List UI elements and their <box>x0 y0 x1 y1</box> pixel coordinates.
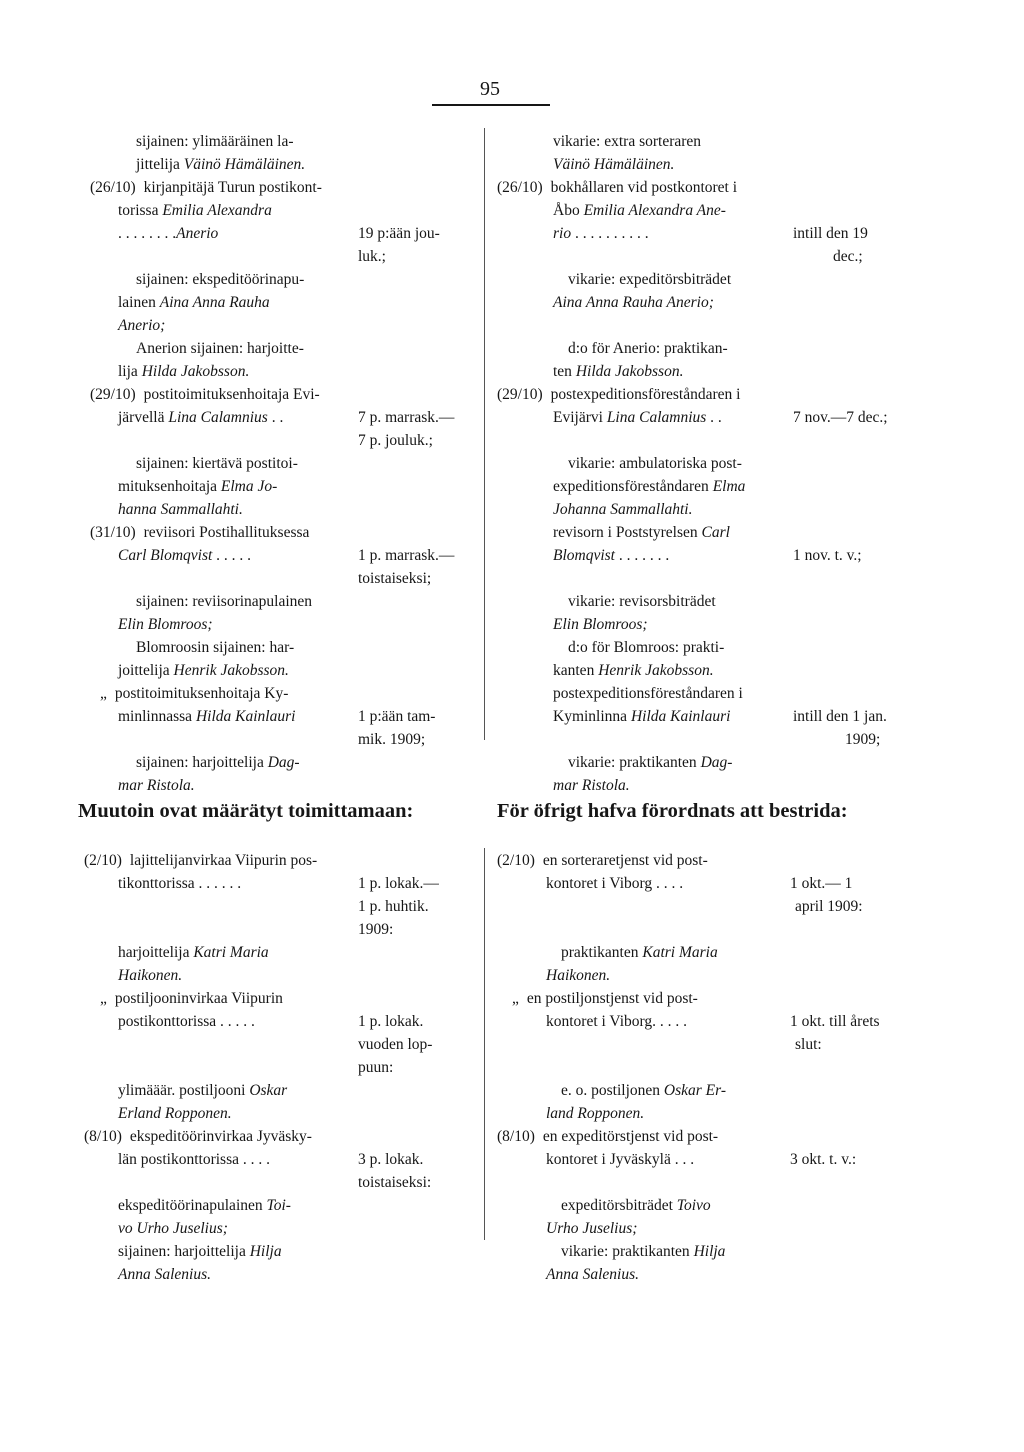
bottom-right-line <box>497 1128 718 1146</box>
line-text: 1909: <box>358 921 394 938</box>
line-text: vikarie: extra sorteraren <box>553 133 702 150</box>
line-italic-name: Hilda Kainlauri <box>195 708 296 725</box>
line-text: postikonttorissa . . . . . <box>118 1013 255 1030</box>
line-italic-name: Carl <box>701 524 730 541</box>
top-left-line <box>118 225 218 243</box>
line-text: vikarie: praktikanten <box>561 1243 694 1260</box>
line-text: postexpeditionsföreståndaren i <box>550 386 741 403</box>
top-right-line <box>568 340 728 358</box>
top-right-line <box>497 179 737 197</box>
line-text: postexpeditionsföreståndaren i <box>553 685 743 702</box>
top-right-line <box>568 639 724 657</box>
line-italic-name: Väinö Hämäläinen. <box>183 156 306 173</box>
line-italic-name: Väinö Hämäläinen. <box>553 156 675 173</box>
line-leader: . . . . . . . . . . <box>571 225 649 242</box>
bottom-left-dates-line <box>358 898 429 916</box>
line-text: slut: <box>795 1036 822 1053</box>
line-italic-name: Erland Ropponen. <box>118 1105 232 1122</box>
line-text: ylimääär. postiljooni <box>118 1082 250 1099</box>
top-left-line <box>118 708 295 726</box>
date-reference: (8/10) <box>84 1128 122 1145</box>
line-italic-name: Oskar Er- <box>663 1082 727 1099</box>
line-text: reviisori Postihallituksessa <box>143 524 310 541</box>
bottom-left-line <box>84 852 317 870</box>
line-text: en expeditörstjenst vid post- <box>542 1128 719 1145</box>
line-text: intill den 1 jan. <box>793 708 887 725</box>
heading-swedish: För öfrigt hafva förordnats att bestrida: <box>497 800 848 822</box>
line-text: sijainen: harjoittelija <box>136 754 268 771</box>
line-italic-name: Elin Blomroos; <box>553 616 648 633</box>
line-text: postitoimituksenhoitaja Evi- <box>143 386 320 403</box>
top-left-dates-line <box>358 570 431 588</box>
bottom-right-line <box>561 1243 725 1261</box>
line-text: mituksenhoitaja <box>118 478 221 495</box>
top-right-dates-line <box>793 225 868 243</box>
date-reference: „ <box>512 990 519 1007</box>
line-text: harjoittelija <box>118 944 194 961</box>
date-reference: „ <box>100 685 107 702</box>
top-left-line <box>136 133 294 151</box>
line-italic-name: Blomqvist <box>553 547 615 564</box>
top-right-line <box>553 202 726 220</box>
bottom-left-line <box>100 990 283 1008</box>
top-left-dates-line <box>358 547 454 565</box>
line-text: april 1909: <box>795 898 863 915</box>
bottom-left-line <box>118 1151 270 1169</box>
line-text: e. o. postiljonen <box>561 1082 664 1099</box>
top-right-line <box>553 662 714 680</box>
line-text: bokhållaren vid postkontoret i <box>550 179 738 196</box>
line-text: jittelija <box>136 156 184 173</box>
top-left-line <box>90 386 320 404</box>
line-text: sijainen: ekspeditöörinapu- <box>136 271 305 288</box>
line-text: 1 p:ään tam- <box>358 708 436 725</box>
top-right-line <box>553 524 730 542</box>
top-right-line <box>497 386 740 404</box>
line-text: 1 p. lokak. <box>358 1013 424 1030</box>
line-text: tikonttorissa . . . . . . <box>118 875 242 892</box>
line-italic-name: Anna Salenius. <box>118 1266 211 1283</box>
top-right-line <box>568 271 731 289</box>
line-text: lainen <box>118 294 160 311</box>
top-right-line <box>568 754 732 772</box>
date-reference: (2/10) <box>84 852 122 869</box>
bottom-right-dates-line <box>790 1013 880 1031</box>
line-italic-name: Henrik Jakobsson. <box>598 662 714 679</box>
line-text: 7 p. marrask.— <box>358 409 455 426</box>
top-right-dates-line <box>793 547 862 565</box>
bottom-right-dates-line <box>795 898 863 916</box>
line-text: 7 p. jouluk.; <box>358 432 433 449</box>
line-text: torissa <box>118 202 163 219</box>
date-reference: (29/10) <box>90 386 136 403</box>
line-text: län postikonttorissa . . . . <box>118 1151 270 1168</box>
line-text: 19 p:ään jou- <box>358 225 440 242</box>
top-left-line <box>118 501 243 519</box>
bottom-left-line <box>118 1266 211 1284</box>
top-right-line <box>553 409 722 427</box>
line-italic-name: Haikonen. <box>118 967 183 984</box>
line-text: 1909; <box>845 731 881 748</box>
line-italic-name: mar Ristola. <box>118 777 195 794</box>
line-italic-name: Dag- <box>700 754 733 771</box>
top-left-line <box>136 271 304 289</box>
line-text: expeditionsföreståndaren <box>553 478 713 495</box>
bottom-right-line <box>546 1151 694 1169</box>
bottom-right-line <box>546 875 683 893</box>
line-text: mik. 1909; <box>358 731 426 748</box>
line-italic-name: Lina Calamnius <box>606 409 707 426</box>
line-text: Anerion sijainen: harjoitte- <box>136 340 304 357</box>
top-left-line <box>136 754 300 772</box>
top-right-line <box>553 708 730 726</box>
line-text: postitoimituksenhoitaja Ky- <box>114 685 289 702</box>
line-italic-name: Anerio <box>176 225 219 242</box>
line-text: en sorteraretjenst vid post- <box>542 852 708 869</box>
line-italic-name: Henrik Jakobsson. <box>173 662 289 679</box>
top-left-line <box>136 340 304 358</box>
line-italic-name: vo Urho Juselius; <box>118 1220 228 1237</box>
top-right-line <box>553 616 648 634</box>
page-number-rule <box>432 104 550 106</box>
line-text: toistaiseksi: <box>358 1174 432 1191</box>
line-text: praktikanten <box>561 944 643 961</box>
line-italic-name: Hilja <box>693 1243 726 1260</box>
column-divider-bottom <box>484 848 485 1240</box>
line-text: minlinnassa <box>118 708 196 725</box>
line-text: lajittelijanvirkaa Viipurin pos- <box>129 852 318 869</box>
top-right-line <box>553 685 743 703</box>
bottom-left-line <box>118 1243 282 1261</box>
bottom-right-line <box>561 944 718 962</box>
bottom-right-line <box>546 1105 644 1123</box>
line-text: Åbo <box>553 202 584 219</box>
line-text: 1 p. huhtik. <box>358 898 429 915</box>
line-text: kirjanpitäjä Turun postikont- <box>143 179 322 196</box>
bottom-right-dates-line <box>790 875 852 893</box>
line-text: joittelija <box>118 662 174 679</box>
bottom-left-dates-line <box>358 1151 423 1169</box>
bottom-right-line <box>546 967 610 985</box>
top-left-line <box>90 524 309 542</box>
line-leader: . . <box>267 409 284 426</box>
date-reference: (2/10) <box>497 852 535 869</box>
top-left-line <box>118 662 289 680</box>
line-text: lija <box>118 363 142 380</box>
top-left-line <box>118 363 249 381</box>
top-right-dates-line <box>845 731 880 749</box>
bottom-right-dates-line <box>790 1151 856 1169</box>
line-italic-name: Elma <box>712 478 746 495</box>
bottom-left-line <box>118 967 182 985</box>
bottom-left-dates-line <box>358 1013 423 1031</box>
bottom-left-line <box>84 1128 312 1146</box>
line-leader: . . . . . <box>212 547 252 564</box>
line-text: luk.; <box>358 248 386 265</box>
line-text: 3 okt. t. v.: <box>790 1151 857 1168</box>
top-left-line <box>90 179 322 197</box>
top-right-dates-line <box>793 708 887 726</box>
top-right-line <box>553 777 630 795</box>
line-italic-name: Aina Anna Rauha <box>159 294 270 311</box>
line-text: postiljooninvirkaa Viipurin <box>114 990 283 1007</box>
top-right-line <box>553 363 683 381</box>
line-italic-name: Urho Juselius; <box>546 1220 638 1237</box>
bottom-right-dates-line <box>795 1036 822 1054</box>
bottom-left-line <box>118 1220 228 1238</box>
top-left-dates-line <box>358 409 454 427</box>
line-text: vikarie: revisorsbiträdet <box>568 593 716 610</box>
top-left-line <box>136 639 294 657</box>
line-text: Kyminlinna <box>553 708 631 725</box>
top-left-dates-line <box>358 708 435 726</box>
top-right-line <box>568 455 742 473</box>
top-right-line <box>553 133 701 151</box>
line-italic-name: Anerio; <box>118 317 166 334</box>
top-right-line <box>568 593 716 611</box>
top-left-dates-line <box>358 248 386 266</box>
line-italic-name: hanna Sammallahti. <box>118 501 243 518</box>
line-text: d:o för Blomroos: prakti- <box>568 639 725 656</box>
line-text: en postiljonstjenst vid post- <box>526 990 698 1007</box>
line-italic-name: Johanna Sammallahti. <box>553 501 693 518</box>
line-text: ekspeditöörinvirkaa Jyväsky- <box>129 1128 312 1145</box>
line-italic-name: mar Ristola. <box>553 777 630 794</box>
line-text: toistaiseksi; <box>358 570 432 587</box>
line-text: sijainen: kiertävä postitoi- <box>136 455 298 472</box>
line-italic-name: Hilda Jakobsson. <box>141 363 250 380</box>
line-italic-name: Anna Salenius. <box>546 1266 639 1283</box>
line-text: sijainen: ylimääräinen la- <box>136 133 294 150</box>
line-text: sijainen: reviisorinapulainen <box>136 593 313 610</box>
line-italic-name: rio <box>553 225 572 242</box>
line-italic-name: Hilda Jakobsson. <box>575 363 684 380</box>
line-text: kontoret i Viborg. . . . . <box>546 1013 688 1030</box>
line-text: ten <box>553 363 576 380</box>
line-text: 1 okt. till årets <box>790 1013 880 1030</box>
bottom-right-line <box>561 1082 726 1100</box>
page-number: 95 <box>480 78 500 100</box>
bottom-left-dates-line <box>358 1174 431 1192</box>
line-italic-name: Elin Blomroos; <box>118 616 213 633</box>
line-text: 7 nov.—7 dec.; <box>793 409 888 426</box>
top-left-line <box>100 685 288 703</box>
line-text: vikarie: ambulatoriska post- <box>568 455 742 472</box>
date-reference: (26/10) <box>497 179 543 196</box>
line-italic-name: Emilia Alexandra <box>162 202 272 219</box>
bottom-right-line <box>497 852 708 870</box>
line-text: järvellä <box>118 409 169 426</box>
line-italic-name: Toivo <box>676 1197 711 1214</box>
bottom-left-line <box>118 1105 232 1123</box>
date-reference: „ <box>100 990 107 1007</box>
bottom-right-line <box>546 1266 639 1284</box>
top-right-line <box>553 547 669 565</box>
bottom-right-line <box>546 1220 637 1238</box>
top-right-line <box>553 225 649 243</box>
line-text: 1 p. marrask.— <box>358 547 455 564</box>
column-divider-top <box>484 128 485 740</box>
line-text: d:o för Anerio: praktikan- <box>568 340 728 357</box>
date-reference: (26/10) <box>90 179 136 196</box>
top-right-line <box>553 478 745 496</box>
line-text: 1 okt.— 1 <box>790 875 853 892</box>
line-italic-name: Carl Blomqvist <box>118 547 213 564</box>
bottom-left-dates-line <box>358 921 393 939</box>
line-text: intill den 19 <box>793 225 868 242</box>
date-reference: (8/10) <box>497 1128 535 1145</box>
line-italic-name: land Ropponen. <box>546 1105 645 1122</box>
line-leader: . . . . . . . <box>615 547 670 564</box>
bottom-right-line <box>561 1197 711 1215</box>
line-italic-name: Lina Calamnius <box>168 409 268 426</box>
line-leader: . . <box>706 409 722 426</box>
top-left-line <box>118 202 272 220</box>
top-left-line <box>118 317 165 335</box>
top-left-line <box>136 593 312 611</box>
line-italic-name: Katri Maria <box>642 944 718 961</box>
line-italic-name: Aina Anna Rauha Anerio; <box>553 294 714 311</box>
line-italic-name: Emilia Alexandra Ane- <box>583 202 726 219</box>
line-italic-name: Hilja <box>249 1243 282 1260</box>
top-left-dates-line <box>358 731 425 749</box>
line-text: sijainen: harjoittelija <box>118 1243 250 1260</box>
line-italic-name: Elma Jo- <box>220 478 278 495</box>
top-right-dates-line <box>833 248 863 266</box>
bottom-right-line <box>546 1013 687 1031</box>
line-text: Evijärvi <box>553 409 607 426</box>
line-italic-name: Toi- <box>266 1197 291 1214</box>
line-text: puun: <box>358 1059 394 1076</box>
top-left-line <box>118 294 270 312</box>
line-text: vikarie: expeditörsbiträdet <box>568 271 732 288</box>
line-italic-name: Haikonen. <box>546 967 611 984</box>
top-left-dates-line <box>358 225 440 243</box>
top-left-line <box>136 156 305 174</box>
top-right-line <box>553 294 714 312</box>
top-left-line <box>118 478 277 496</box>
date-reference: (29/10) <box>497 386 543 403</box>
bottom-left-line <box>118 1197 291 1215</box>
top-right-line <box>553 156 674 174</box>
line-text: dec.; <box>833 248 863 265</box>
top-left-dates-line <box>358 432 433 450</box>
line-italic-name: Dag- <box>267 754 300 771</box>
top-left-line <box>118 777 195 795</box>
bottom-left-dates-line <box>358 875 439 893</box>
line-italic-name: Oskar <box>249 1082 288 1099</box>
line-text: . . . . . . . . <box>118 225 177 242</box>
date-reference: (31/10) <box>90 524 136 541</box>
top-left-line <box>118 616 213 634</box>
line-text: kanten <box>553 662 599 679</box>
line-text: ekspeditöörinapulainen <box>118 1197 267 1214</box>
bottom-left-line <box>118 875 241 893</box>
line-text: kontoret i Viborg . . . . <box>546 875 684 892</box>
bottom-left-dates-line <box>358 1036 432 1054</box>
top-left-line <box>136 455 298 473</box>
top-right-line <box>553 501 693 519</box>
line-text: expeditörsbiträdet <box>561 1197 677 1214</box>
line-text: 1 nov. t. v.; <box>793 547 862 564</box>
top-left-line <box>118 409 283 427</box>
line-text: vikarie: praktikanten <box>568 754 701 771</box>
line-text: 3 p. lokak. <box>358 1151 424 1168</box>
line-text: 1 p. lokak.— <box>358 875 439 892</box>
top-left-line <box>118 547 251 565</box>
bottom-right-line <box>512 990 698 1008</box>
bottom-left-line <box>118 944 269 962</box>
line-italic-name: Hilda Kainlauri <box>630 708 731 725</box>
line-text: vuoden lop- <box>358 1036 433 1053</box>
line-italic-name: Katri Maria <box>193 944 269 961</box>
line-text: Blomroosin sijainen: har- <box>136 639 295 656</box>
heading-finnish: Muutoin ovat määrätyt toimittamaan: <box>78 800 414 822</box>
bottom-left-line <box>118 1013 255 1031</box>
top-right-dates-line <box>793 409 888 427</box>
line-text: revisorn i Poststyrelsen <box>553 524 702 541</box>
line-text: kontoret i Jyväskylä . . . <box>546 1151 695 1168</box>
bottom-left-line <box>118 1082 287 1100</box>
bottom-left-dates-line <box>358 1059 393 1077</box>
